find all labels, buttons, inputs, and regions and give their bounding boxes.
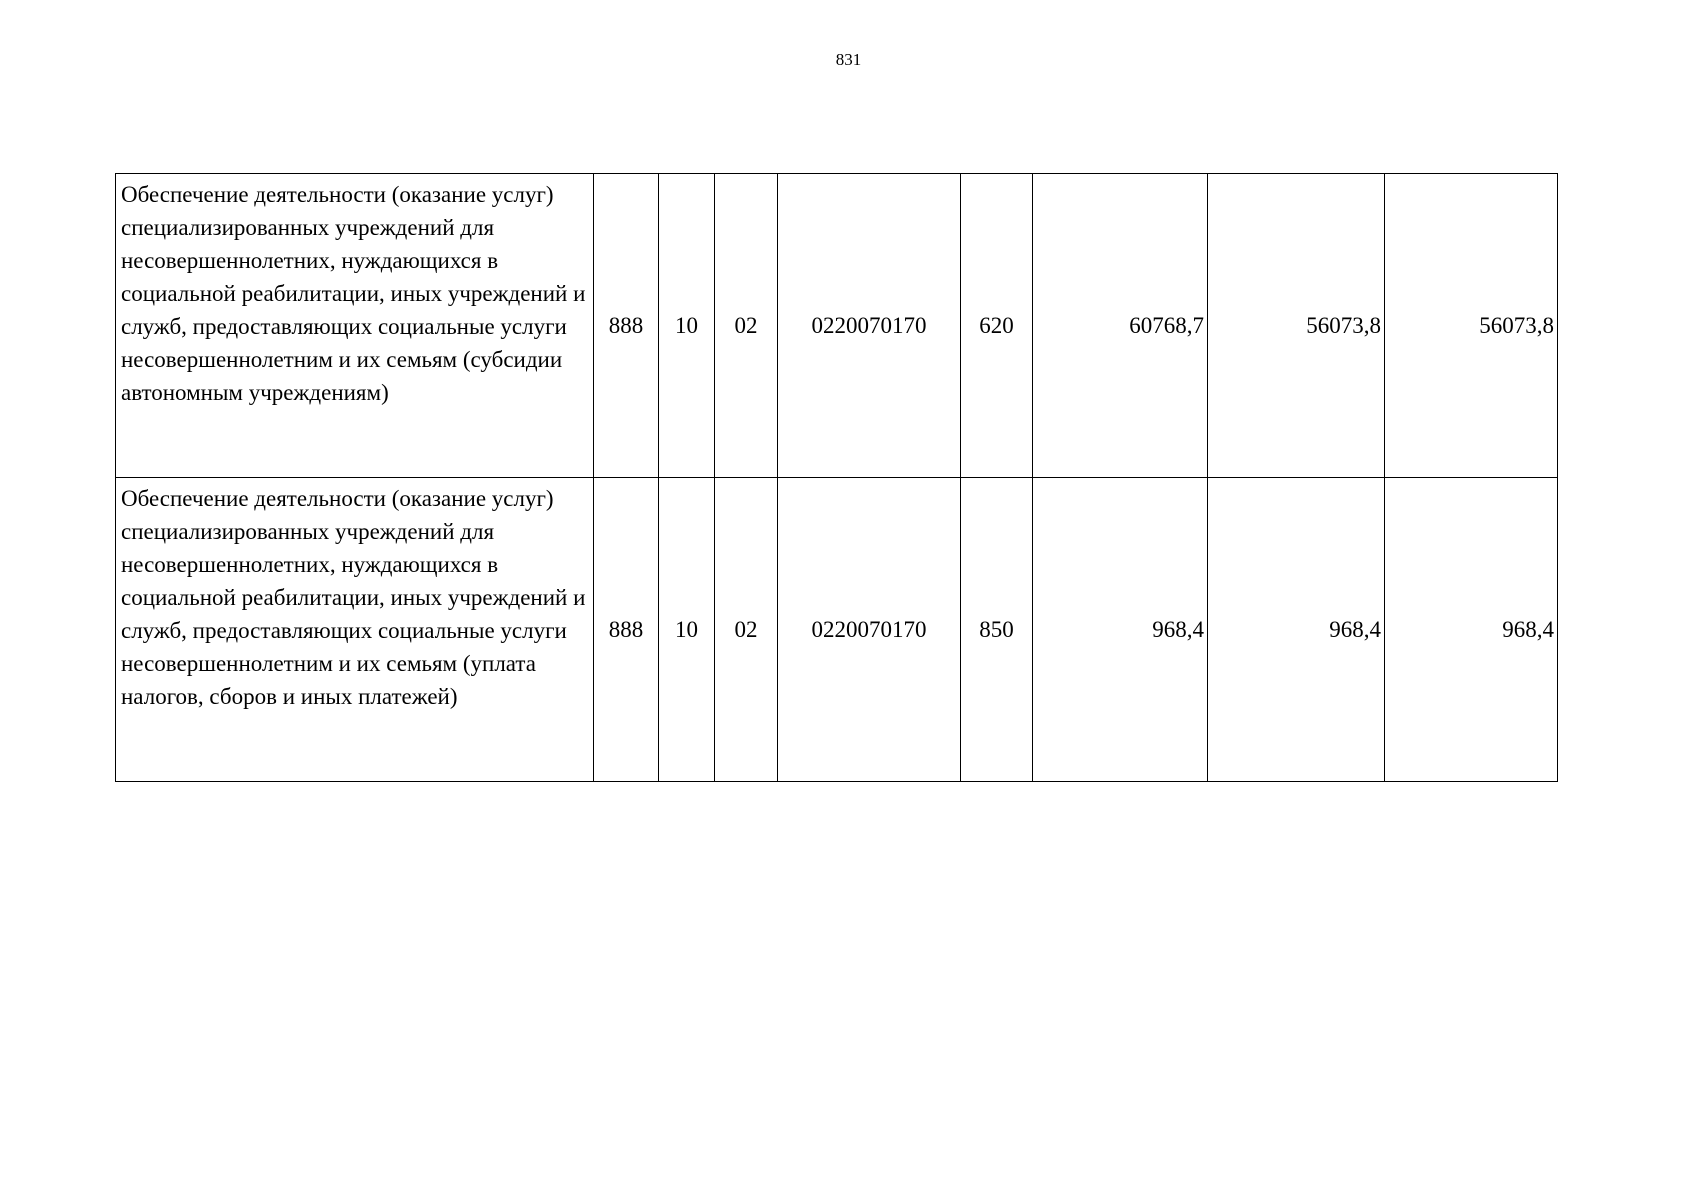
amount-cell-2: 56073,8 [1208, 174, 1385, 478]
target-article-cell: 0220070170 [778, 174, 961, 478]
section-code-cell: 10 [659, 478, 715, 782]
page-number: 831 [835, 50, 862, 69]
table-row [116, 174, 1558, 478]
budget-table [115, 173, 1558, 782]
amount-cell-1: 968,4 [1033, 478, 1208, 782]
amount-cell-1: 60768,7 [1033, 174, 1208, 478]
subsection-code-cell: 02 [715, 174, 778, 478]
ministry-code-cell: 888 [594, 478, 659, 782]
description-cell: Обеспечение деятельности (оказание услуг) специализированных учреждений для несовершеннолетних, нуждающихся в социальной реабилитации, иных учреждений и служб, предоставляющих социальные услуги несовершеннолетним и их семьям (субсидии автономным учреждениям) [116, 174, 594, 478]
description-cell: Обеспечение деятельности (оказание услуг) специализированных учреждений для несовершеннолетних, нуждающихся в социальной реабилитации, иных учреждений и служб, предоставляющих социальные услуги несовершеннолетним и их семьям (уплата налогов, сборов и иных платежей) [116, 478, 594, 782]
amount-cell-3: 968,4 [1385, 478, 1558, 782]
amount-cell-2: 968,4 [1208, 478, 1385, 782]
ministry-code-cell: 888 [594, 174, 659, 478]
subsection-code-cell: 02 [715, 478, 778, 782]
amount-cell-3: 56073,8 [1385, 174, 1558, 478]
expense-type-cell: 620 [961, 174, 1033, 478]
target-article-cell: 0220070170 [778, 478, 961, 782]
section-code-cell: 10 [659, 174, 715, 478]
expense-type-cell: 850 [961, 478, 1033, 782]
table-row [116, 478, 1558, 782]
